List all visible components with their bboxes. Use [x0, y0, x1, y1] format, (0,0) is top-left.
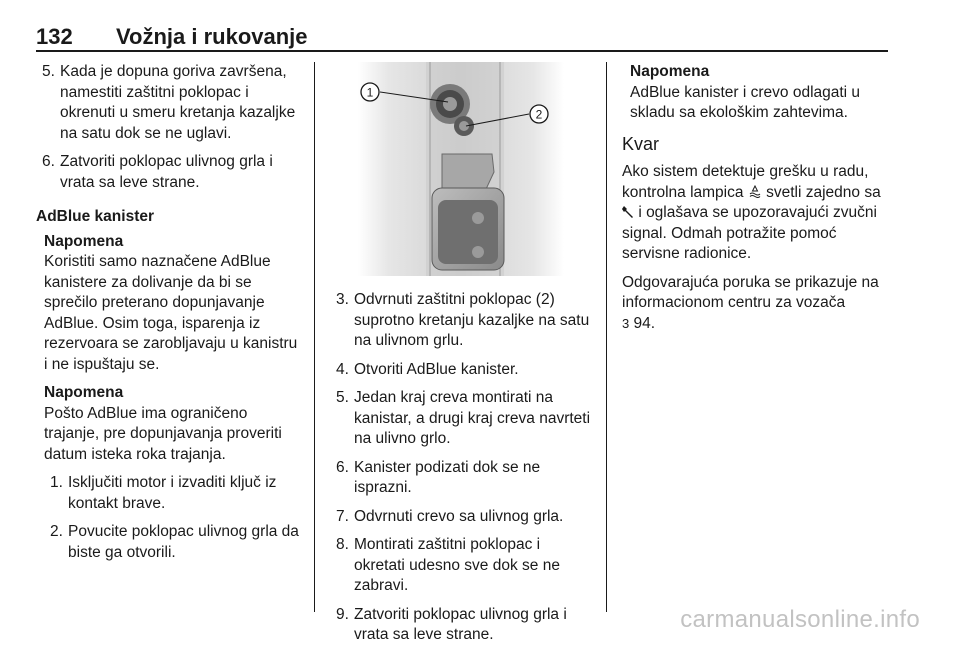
step-number: 1.	[50, 474, 63, 491]
callout-1: 1	[366, 85, 374, 100]
step-number: 5.	[336, 389, 349, 406]
page-header	[36, 0, 888, 50]
step-number: 6.	[336, 458, 349, 476]
step-number: 5.	[42, 63, 55, 80]
header-divider	[36, 50, 888, 52]
list-item	[44, 522, 302, 563]
steps-list-a	[36, 62, 302, 193]
column-2	[330, 62, 592, 654]
note-title: Napomena	[44, 232, 124, 250]
step-number: 9.	[336, 605, 349, 623]
para-text: svetli zajedno sa	[766, 183, 881, 201]
step-text: Odvrnuti zaštitni poklopac (2) suprotno kretanju kazaljke na satu na ulivnom grlu.	[354, 291, 590, 349]
list-item	[36, 152, 302, 193]
callout-2: 2	[535, 107, 543, 122]
filler-neck-illustration	[330, 62, 592, 276]
step-text: Odvrnuti crevo sa ulivnog grla.	[354, 507, 564, 525]
para-text: i oglašava se upozoravajući zvučni signal. Odmah potražite pomoć servisne radionice.	[622, 204, 877, 262]
step-text: Zatvoriti poklopac ulivnog grla i vrata sa leve strane.	[354, 605, 567, 643]
section-heading: AdBlue kanister	[36, 208, 155, 225]
step-number: 7.	[336, 507, 349, 525]
section-heading: Kvar	[622, 133, 660, 154]
page-title: Vožnja i rukovanje	[116, 24, 308, 49]
step-text: Povucite poklopac ulivnog grla da biste ga otvorili.	[68, 523, 299, 561]
step-text: Jedan kraj creva montirati na kanistar, a drugi kraj creva navrteti na ulivno grlo.	[354, 389, 591, 447]
list-item	[330, 535, 592, 597]
column-divider	[314, 62, 315, 612]
para-text: Ako sistem detektuje grešku u radu, kontrolna lampica	[622, 163, 869, 201]
list-item	[330, 360, 592, 381]
note-title: Napomena	[44, 384, 124, 401]
step-number: 6.	[42, 153, 55, 170]
adblue-filler-figure	[330, 62, 592, 276]
note-block	[36, 232, 302, 376]
step-number: 8.	[336, 536, 349, 553]
para-text: Odgovarajuća poruka se prikazuje na informacionom centru za vozača	[622, 273, 879, 311]
page-reference-icon: 3	[622, 315, 630, 331]
step-number: 3.	[336, 291, 349, 308]
note-text: Koristiti samo naznačene AdBlue kanistere za dolivanje da bi se sprečilo preterano dopunjavanje AdBlue. Osim toga, isparenja iz rezervoara se zarobljavaju u kanistru i ne ispuštaju se.	[44, 253, 298, 373]
wrench-icon	[622, 205, 634, 219]
list-item	[330, 605, 592, 646]
step-text: Kada je dopuna goriva završena, namestiti zaštitni poklopac i okrenuti u smeru kretanja kazaljke na satu dok se ne uglavi.	[60, 63, 296, 142]
step-text: Zatvoriti poklopac ulivnog grla i vrata sa leve strane.	[60, 153, 273, 191]
note-block	[622, 62, 890, 124]
list-item	[330, 388, 592, 450]
list-item	[44, 473, 302, 514]
step-text: Montirati zaštitni poklopac i okretati udesno sve dok se ne zabravi.	[354, 536, 560, 594]
step-number: 4.	[336, 360, 349, 378]
steps-list-b	[36, 473, 302, 563]
column-3	[622, 62, 890, 342]
list-item	[330, 290, 592, 352]
fault-paragraph	[622, 162, 890, 265]
note-text: AdBlue kanister i crevo odlagati u skladu sa ekološkim zahtevima.	[630, 83, 861, 121]
page-number: 132	[36, 24, 73, 49]
steps-list-c	[330, 290, 592, 646]
note-block	[36, 383, 302, 465]
note-text: Pošto AdBlue ima ograničeno trajanje, pre dopunjavanja proveriti datum isteka roka trajanja.	[44, 404, 282, 463]
note-title: Napomena	[630, 63, 710, 80]
column-1	[36, 62, 302, 571]
step-text: Kanister podizati dok se ne isprazni.	[354, 458, 541, 496]
step-text: Otvoriti AdBlue kanister.	[354, 360, 519, 378]
list-item	[36, 62, 302, 144]
watermark: carmanualsonline.info	[680, 606, 920, 633]
info-paragraph	[622, 273, 890, 335]
column-divider	[606, 62, 607, 612]
list-item	[330, 507, 592, 528]
adblue-warning-icon	[748, 185, 762, 198]
page-reference[interactable]: 94.	[633, 314, 656, 332]
step-text: Isključiti motor i izvaditi ključ iz kontakt brave.	[68, 474, 277, 512]
step-number: 2.	[50, 523, 63, 540]
list-item	[330, 458, 592, 499]
